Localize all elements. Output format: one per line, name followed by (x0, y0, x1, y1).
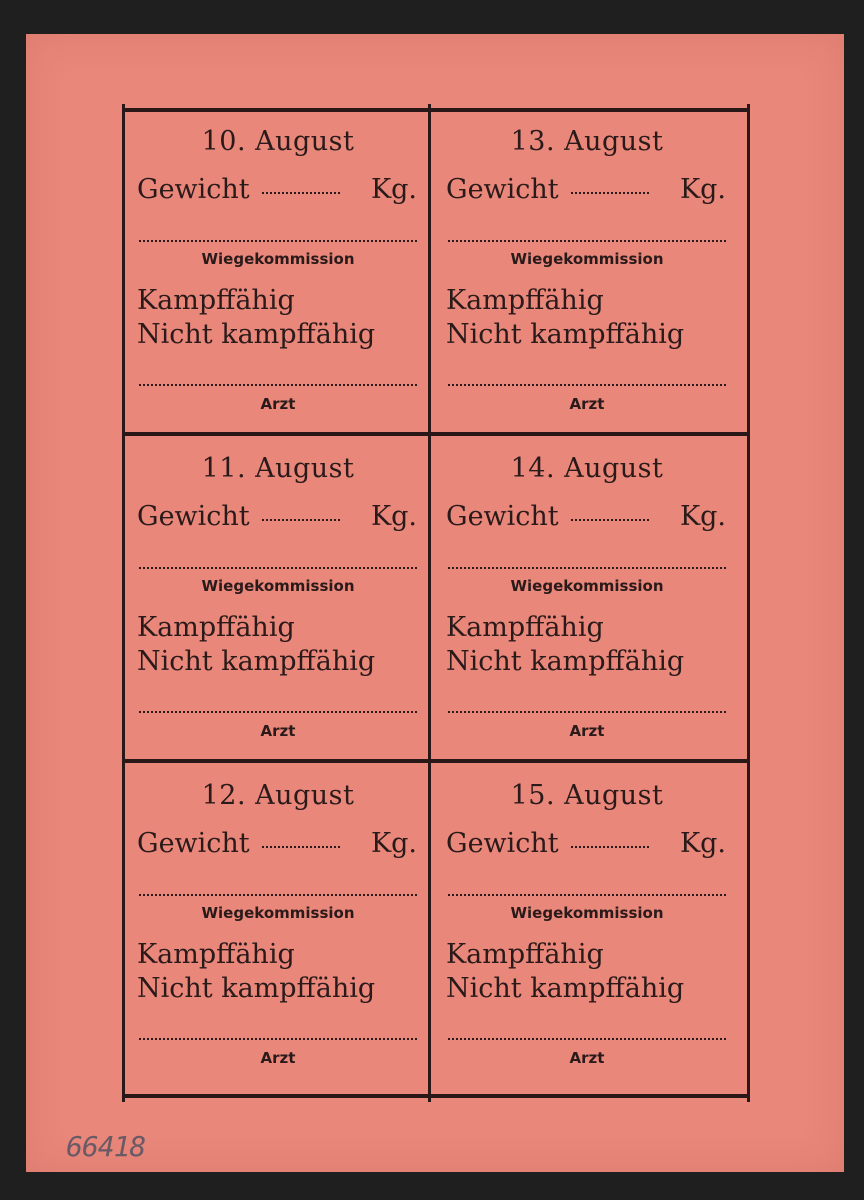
weight-blank (262, 846, 340, 848)
doctor-caption: Arzt (260, 722, 296, 740)
weight-label: Gewicht (137, 828, 250, 859)
commission-caption: Wiegekommission (201, 250, 355, 268)
weight-label: Gewicht (446, 174, 559, 205)
weight-row (137, 174, 417, 205)
doctor-signature-line (139, 711, 417, 713)
fitness-options (446, 938, 684, 1006)
doctor-caption: Arzt (569, 722, 605, 740)
doctor-caption: Arzt (260, 1049, 296, 1067)
commission-signature-line (139, 240, 417, 242)
fit-label: Kampffähig (446, 612, 604, 643)
doctor-signature-line (448, 711, 726, 713)
weigh-in-card (125, 112, 431, 439)
weight-label: Gewicht (446, 501, 559, 532)
doctor-signature-line (139, 1038, 417, 1040)
weight-unit: Kg. (679, 501, 726, 532)
weigh-in-card (434, 439, 740, 766)
weight-row (446, 501, 726, 532)
archive-number: 66418 (66, 1130, 146, 1163)
fit-label: Kampffähig (137, 285, 295, 316)
weight-blank (571, 846, 649, 848)
weigh-in-card (125, 766, 431, 1093)
unfit-label: Nicht kampffähig (137, 973, 376, 1004)
fitness-options (137, 938, 375, 1006)
commission-signature-line (448, 240, 726, 242)
weight-unit: Kg. (370, 828, 417, 859)
fit-label: Kampffähig (446, 285, 604, 316)
fitness-options (137, 611, 375, 679)
weigh-in-card (125, 439, 431, 766)
weight-label: Gewicht (137, 174, 250, 205)
border-right (747, 104, 750, 1102)
commission-signature-line (448, 567, 726, 569)
weight-unit: Kg. (370, 174, 417, 205)
fit-label: Kampffähig (446, 939, 604, 970)
weight-row (446, 828, 726, 859)
commission-caption: Wiegekommission (510, 250, 664, 268)
fitness-options (446, 611, 684, 679)
commission-caption: Wiegekommission (201, 577, 355, 595)
card-date: 12. August (201, 780, 355, 811)
unfit-label: Nicht kampffähig (446, 973, 685, 1004)
fitness-options (446, 284, 684, 352)
unfit-label: Nicht kampffähig (137, 319, 376, 350)
commission-signature-line (139, 894, 417, 896)
doctor-caption: Arzt (569, 1049, 605, 1067)
weight-label: Gewicht (137, 501, 250, 532)
weight-blank (262, 192, 340, 194)
fit-label: Kampffähig (137, 939, 295, 970)
unfit-label: Nicht kampffähig (137, 646, 376, 677)
weight-row (446, 174, 726, 205)
commission-caption: Wiegekommission (510, 577, 664, 595)
doctor-signature-line (448, 384, 726, 386)
fitness-options (137, 284, 375, 352)
card-date: 10. August (201, 126, 355, 157)
weight-row (137, 501, 417, 532)
commission-caption: Wiegekommission (201, 904, 355, 922)
card-date: 13. August (510, 126, 664, 157)
weight-blank (571, 192, 649, 194)
doctor-signature-line (448, 1038, 726, 1040)
doctor-signature-line (139, 384, 417, 386)
card-date: 14. August (510, 453, 664, 484)
weight-unit: Kg. (679, 174, 726, 205)
weight-label: Gewicht (446, 828, 559, 859)
weight-unit: Kg. (370, 501, 417, 532)
card-date: 11. August (201, 453, 355, 484)
doctor-caption: Arzt (260, 395, 296, 413)
weigh-in-card (434, 112, 740, 439)
card-date: 15. August (510, 780, 664, 811)
weight-blank (571, 519, 649, 521)
weight-blank (262, 519, 340, 521)
commission-signature-line (139, 567, 417, 569)
weight-unit: Kg. (679, 828, 726, 859)
commission-signature-line (448, 894, 726, 896)
card-sheet (26, 34, 844, 1172)
fit-label: Kampffähig (137, 612, 295, 643)
card-grid (122, 108, 750, 1098)
unfit-label: Nicht kampffähig (446, 319, 685, 350)
weigh-in-card (434, 766, 740, 1093)
commission-caption: Wiegekommission (510, 904, 664, 922)
unfit-label: Nicht kampffähig (446, 646, 685, 677)
doctor-caption: Arzt (569, 395, 605, 413)
weight-row (137, 828, 417, 859)
